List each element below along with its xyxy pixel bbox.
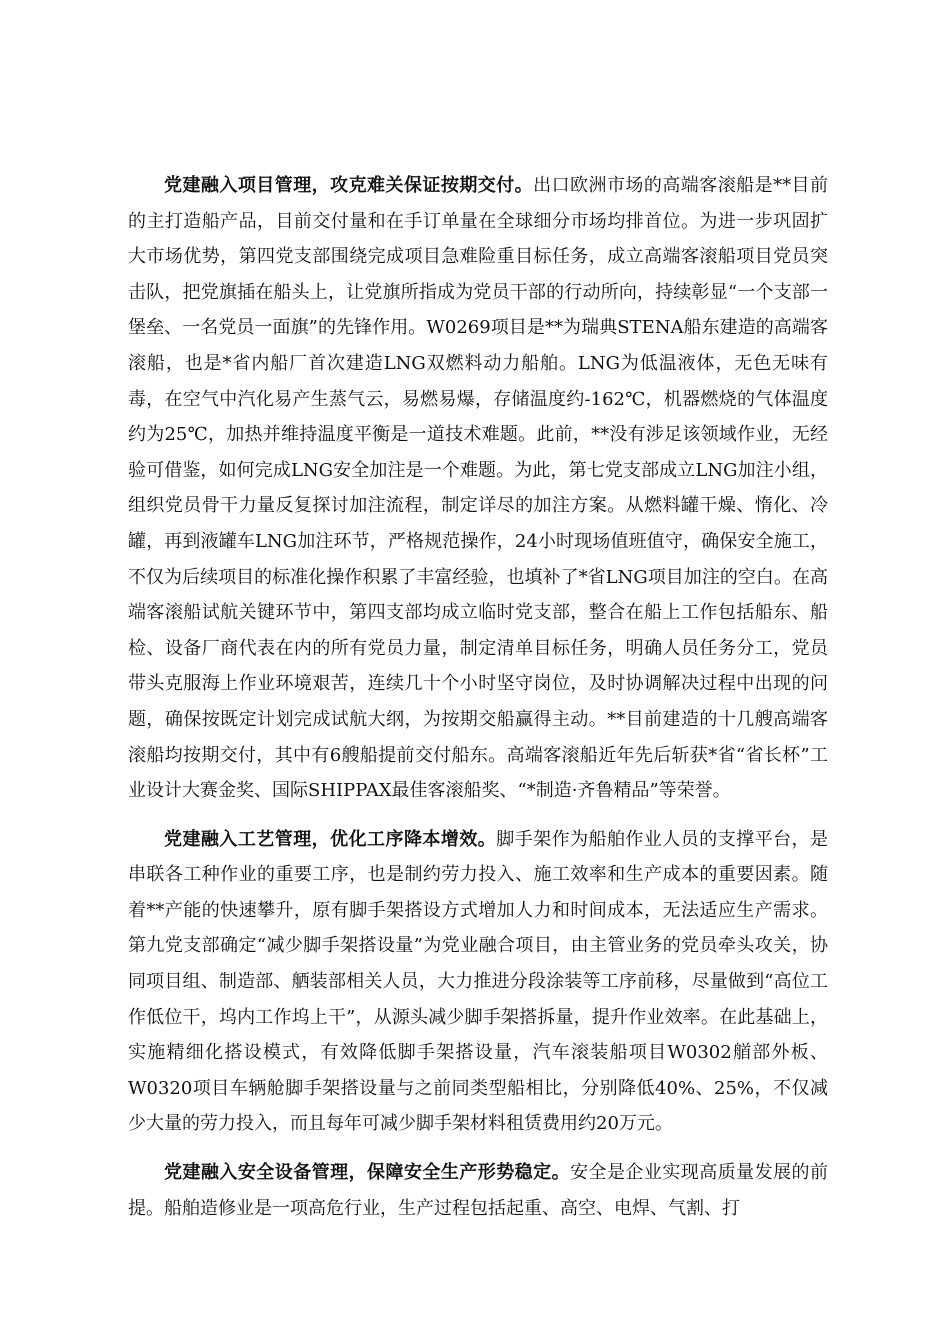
paragraph-lead-heading: 党建融入项目管理，攻克难关保证按期交付。 [164,175,534,196]
paragraph-safety-management [128,1155,828,1226]
paragraph-project-management [128,168,828,809]
paragraph-process-management [128,822,828,1142]
paragraph-body-text: 出口欧洲市场的高端客滚船是**目前的主打造船产品，目前交付量和在手订单量在全球细分市场均排首位。为进一步巩固扩大市场优势，第四党支部围绕完成项目急难险重目标任务，成立高端客滚船项目党员突击队，把党旗插在船头上，让党旗所指成为党员干部的行动所向，持续彰显“一个支部一堡垒、一名党员一面旗”的先锋作用。W0269项目是**为瑞典STENA船东建造的高端客滚船，也是*省内船厂首次建造LNG双燃料动力船舶。LNG为低温液体，无色无味有毒，在空气中汽化易产生蒸气云，易燃易爆，存储温度约-162℃，机器燃烧的气体温度约为25℃，加热并维持温度平衡是一道技术难题。此前，**没有涉足该领域作业，无经验可借鉴，如何完成LNG安全加注是一个难题。为此，第七党支部成立LNG加注小组，组织党员骨干力量反复探讨加注流程，制定详尽的加注方案。从燃料罐干燥、惰化、冷罐，再到液罐车LNG加注环节，严格规范操作，24小时现场值班值守，确保安全施工，不仅为后续项目的标准化操作积累了丰富经验，也填补了*省LNG项目加注的空白。在高端客滚船试航关键环节中，第四支部均成立临时党支部，整合在船上工作包括船东、船检、设备厂商代表在内的所有党员力量，制定清单目标任务，明确人员任务分工，党员带头克服海上作业环境艰苦，连续几十个小时坚守岗位，及时协调解决过程中出现的问题，确保按既定计划完成试航大纲，为按期交船赢得主动。**目前建造的十几艘高端客滚船均按期交付，其中有6艘船提前交付船东。高端客滚船近年先后斩获*省“省长杯”工业设计大赛金奖、国际SHIPPAX最佳客滚船奖、“*制造·齐鲁精品”等荣誉。 [128,175,828,802]
paragraph-lead-heading: 党建融入工艺管理，优化工序降本增效。 [164,828,497,850]
paragraph-body-text: 脚手架作为船舶作业人员的支撑平台，是串联各工种作业的重要工序，也是制约劳力投入、施工效率和生产成本的重要因素。随着**产能的快速攀升，原有脚手架搭设方式增加人力和时间成本，无法适应生产需求。第九党支部确定“减少脚手架搭设量”为党业融合项目，由主管业务的党员牵头攻关，协同项目组、制造部、舾装部相关人员，大力推进分段涂装等工序前移，尽量做到“高位工作低位干，坞内工作坞上干”，从源头减少脚手架搭拆量，提升作业效率。在此基础上，实施精细化搭设模式，有效降低脚手架搭设量，汽车滚装船项目W0302艏部外板、W0320项目车辆舱脚手架搭设量与之前同类型船相比，分别降低40%、25%，不仅减少大量的劳力投入，而且每年可减少脚手架材料租赁费用约20万元。 [128,828,829,1135]
paragraph-lead-heading: 党建融入安全设备管理，保障安全生产形势稳定。 [164,1162,571,1184]
document-page [128,168,828,1226]
paragraph-body-text: 安全是企业实现高质量发展的前提。船舶造修业是一项高危行业，生产过程包括起重、高空、电焊、气割、打 [128,1162,829,1219]
